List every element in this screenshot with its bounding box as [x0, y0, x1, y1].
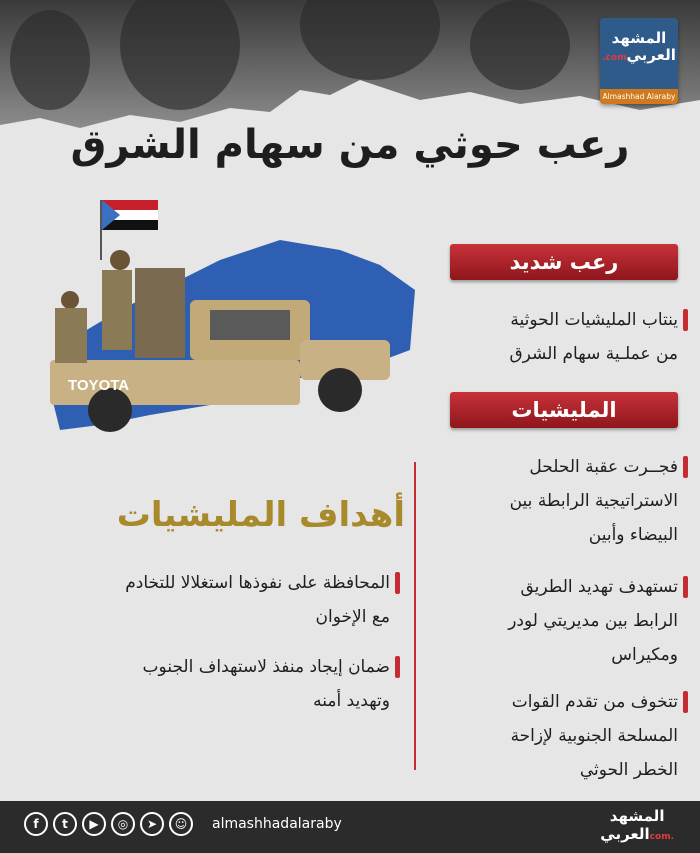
banner1-text: ينتاب المليشيات الحوثية من عملـية سهام الشرق — [438, 303, 678, 371]
photo-figure — [300, 0, 440, 80]
telegram-icon[interactable]: ➤ — [140, 812, 164, 836]
bullet-bar — [683, 691, 688, 713]
footer-logo[interactable]: المشهد .comالعربي — [600, 807, 674, 843]
logo-line1: المشهد — [611, 29, 667, 47]
site-handle[interactable]: almashhadalaraby — [212, 816, 342, 832]
militia-item: تتخوف من تقدم القوات المسلحة الجنوبية لإزاحة الخطر الحوثي — [438, 685, 678, 787]
banner-militias: المليشيات — [450, 392, 678, 428]
bullet-bar — [395, 656, 400, 678]
vehicle-brand: TOYOTA — [68, 377, 130, 394]
facebook-icon[interactable]: f — [24, 812, 48, 836]
banner-severe-terror: رعب شديد — [450, 244, 678, 280]
logo-line2: .comالعربي — [602, 46, 676, 64]
bullet-bar — [683, 456, 688, 478]
brand-logo[interactable] — [600, 18, 678, 104]
social-icons — [24, 812, 193, 836]
goal-item: المحافظة على نفوذها استغلالا للتخادم مع الإخوان — [30, 566, 390, 634]
militia-item: تستهدف تهديد الطريق الرابط بين مديريتي لودر ومكيراس — [438, 570, 678, 672]
twitter-icon[interactable]: t — [53, 812, 77, 836]
bullet-bar — [683, 309, 688, 331]
page-title: رعب حوثي من سهام الشرق — [70, 122, 630, 168]
logo-com: .com — [602, 53, 627, 63]
logo-latin: Almashhad Alaraby — [600, 89, 678, 104]
column-divider — [414, 462, 416, 770]
instagram-icon[interactable]: ◎ — [111, 812, 135, 836]
bullet-bar — [395, 572, 400, 594]
yemen-map-vehicle-illustration — [40, 190, 420, 450]
militia-item: فجــرت عقبة الحلحل الاستراتيجية الرابطة بين البيضاء وأبين — [438, 450, 678, 552]
goal-item: ضمان إيجاد منفذ لاستهداف الجنوب وتهديد أمنه — [30, 650, 390, 718]
snapchat-icon[interactable]: ☺ — [169, 812, 193, 836]
bullet-bar — [683, 576, 688, 598]
youtube-icon[interactable]: ▶ — [82, 812, 106, 836]
footer — [0, 801, 700, 853]
goals-title: أهداف المليشيات — [116, 495, 405, 535]
